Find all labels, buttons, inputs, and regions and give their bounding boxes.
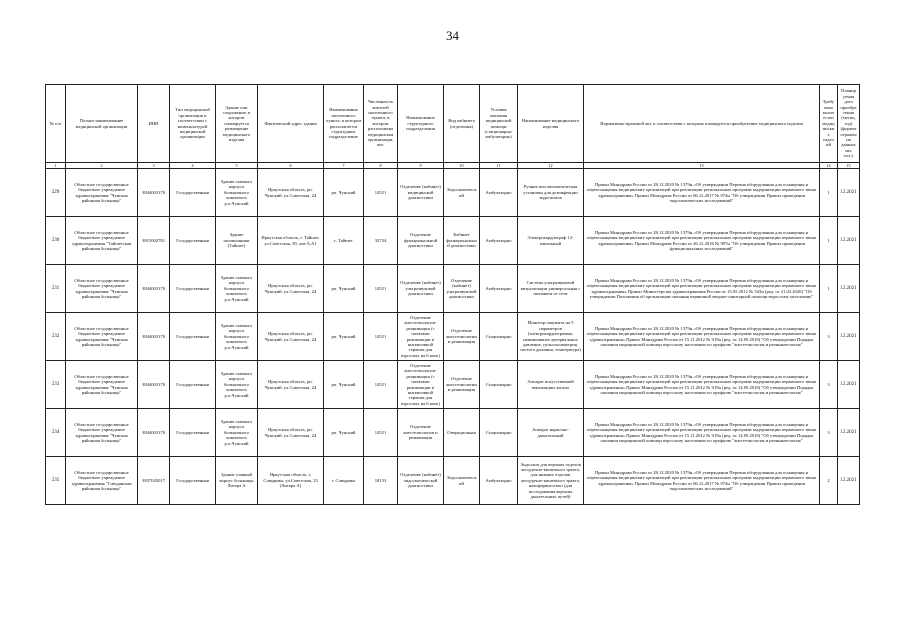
building: Здание главного корпуса больничного комплекса р.п.Чунский <box>216 169 258 217</box>
device: Эндоскоп для верхних отделов желудочно-кишечного тракта, для нижних отделов желудочно-кишечного тракта, назофарингоскоп (для исследования верхних дыхательных путей) <box>518 457 584 505</box>
quantity: 1 <box>820 265 838 313</box>
cabinet: Отделение анестезиологии и реанимации <box>444 313 480 361</box>
planned-date: 12.2021 <box>838 313 860 361</box>
unit: Отделение анестезиологии-реанимации (с палатами реанимации и интенсивной терапии для взрослых на 6 коек) <box>398 361 444 409</box>
legal-act: Приказ Минздрава России от 28.12.2020 № 1379н «Об утверждении Перечня оборудования для оснащения и переоснащения медицинских организаций при реализации региональных программ модернизации первичного звена здравоохранения» Приказ Минздрава России от 15.11.2012 № 919н (ред. от 14.09.2018) "Об утверждении Порядка оказания медицинской помощи взрослому населению по профилю "анестезиология и реаниматология" <box>584 313 820 361</box>
address: Иркутская область, г. Тайшет, ул.Советская, 39, лит.А,А1 <box>258 217 324 265</box>
cabinet: Операционная <box>444 409 480 457</box>
row-number: 234 <box>46 409 66 457</box>
header-cell: Наименование медицинского изделия <box>518 85 584 163</box>
unit: Отделение (кабинет) эндоскопической диагностики <box>398 457 444 505</box>
column-number: 11 <box>480 163 518 169</box>
row-number: 231 <box>46 265 66 313</box>
settlement: г. Тайшет <box>324 217 364 265</box>
header-cell: Тип медицинской организации в соответствии с номенклатурой медицинской организации <box>170 85 216 163</box>
column-number: 5 <box>216 163 258 169</box>
population: 18133 <box>364 457 398 505</box>
population: 32734 <box>364 217 398 265</box>
building: Здание поликлиники (Тайшет) <box>216 217 258 265</box>
settlement: рп. Чунский <box>324 313 364 361</box>
inn: 3844003170 <box>138 409 170 457</box>
conditions: Стационарно <box>480 361 518 409</box>
org-type: Государственная <box>170 265 216 313</box>
page-number: 34 <box>446 28 459 43</box>
table-row <box>46 217 860 265</box>
inn: 3844003170 <box>138 169 170 217</box>
column-number: 14 <box>820 163 838 169</box>
quantity: 3 <box>820 361 838 409</box>
table-row <box>46 169 860 217</box>
org-type: Государственная <box>170 217 216 265</box>
conditions: Амбулаторно <box>480 169 518 217</box>
column-number: 15 <box>838 163 860 169</box>
device: Ручная или автоматическая установка для дезинфекции эндоскопов <box>518 169 584 217</box>
header-cell: Фактический адрес здания <box>258 85 324 163</box>
quantity: 2 <box>820 457 838 505</box>
column-number: 8 <box>364 163 398 169</box>
unit: Отделение (кабинет) ультразвуковой диагностики <box>398 265 444 313</box>
inn: 3837045017 <box>138 457 170 505</box>
population: 14521 <box>364 361 398 409</box>
quantity: 3 <box>820 409 838 457</box>
population: 14521 <box>364 313 398 361</box>
conditions: Амбулаторно <box>480 217 518 265</box>
column-number: 1 <box>46 163 66 169</box>
header-cell: Наименование населенного пункта, в котором располагается структурное подразделение <box>324 85 364 163</box>
legal-act: Приказ Минздрава России от 28.12.2020 № 1379н «Об утверждении Перечня оборудования для оснащения и переоснащения медицинских организаций при реализации региональных программ модернизации первичного звена здравоохранения» Приказ Минздрава России от 06.12.2017 № 974н "Об утверждении Правил проведения эндоскопических исследований" <box>584 169 820 217</box>
device: Монитор пациента на 5 параметров (электрокардиограмма, неинвазивное артериальное давление, пульсоксиметрия, частота дыхания, температура) <box>518 313 584 361</box>
header-cell: ИНН <box>138 85 170 163</box>
legal-act: Приказ Минздрава России от 28.12.2020 № 1379н «Об утверждении Перечня оборудования для оснащения и переоснащения медицинских организаций при реализации региональных программ модернизации первичного звена здравоохранения» Приказ Министерства здравоохранения России от 15.05.2012 № 543н (ред. от 21.02.2020) "Об утверждении Положения об организации оказания первичной медико-санитарной помощи взрослому населению" <box>584 265 820 313</box>
column-number: 12 <box>518 163 584 169</box>
unit: Отделение анестезиологии-реанимации (с палатами реанимации и интенсивной терапии для взрослых на 6 коек) <box>398 313 444 361</box>
org-type: Государственная <box>170 361 216 409</box>
settlement: рп. Чунский <box>324 361 364 409</box>
legal-act: Приказ Минздрава России от 28.12.2020 № 1379н «Об утверждении Перечня оборудования для оснащения и переоснащения медицинских организаций при реализации региональных программ модернизации первичного звена здравоохранения» Приказ Минздрава России от 26.12.2016 № 997н "Об утверждении Правил проведения функциональных исследований" <box>584 217 820 265</box>
address: Иркутская область, рп. Чунский, ул.Советская, 24 <box>258 361 324 409</box>
org-name: Областное государственное бюджетное учреждение здравоохранения "Чунская районная больница" <box>66 361 138 409</box>
org-type: Государственная <box>170 169 216 217</box>
cabinet: Эндоскопический <box>444 169 480 217</box>
row-number: 230 <box>46 217 66 265</box>
building: Здание главного корпуса больничного комплекса р.п.Чунский <box>216 361 258 409</box>
conditions: Амбулаторно <box>480 265 518 313</box>
planned-date: 12.2021 <box>838 217 860 265</box>
conditions: Стационарно <box>480 409 518 457</box>
column-number: 4 <box>170 163 216 169</box>
column-number: 13 <box>584 163 820 169</box>
quantity: 1 <box>820 217 838 265</box>
header-cell: Полное наименование медицинской организации <box>66 85 138 163</box>
org-type: Государственная <box>170 313 216 361</box>
settlement: рп. Чунский <box>324 409 364 457</box>
header-cell: Вид кабинета (отделения) <box>444 85 480 163</box>
quantity: 1 <box>820 169 838 217</box>
header-cell: Наименование структурного подразделения <box>398 85 444 163</box>
column-number: 6 <box>258 163 324 169</box>
header-cell: Здание или сооружение, в котором планируется размещение медицинского изделия <box>216 85 258 163</box>
unit: Отделение анестезиологии и реанимации <box>398 409 444 457</box>
device: Аппарат наркозно-дыхательный <box>518 409 584 457</box>
table-row <box>46 457 860 505</box>
legal-act: Приказ Минздрава России от 28.12.2020 № 1379н «Об утверждении Перечня оборудования для оснащения и переоснащения медицинских организаций при реализации региональных программ модернизации первичного звена здравоохранения» Приказ Минздрава России от 15.11.2012 № 919н (ред. от 14.09.2018) "Об утверждении Порядка оказания медицинской помощи взрослому населению по профилю "анестезиология и реаниматология" <box>584 361 820 409</box>
inn: 3844003170 <box>138 265 170 313</box>
header-cell: Нормативно-правовой акт, в соответствии с которым планируется приобретение медицинского изделия <box>584 85 820 163</box>
planned-date: 12.2021 <box>838 409 860 457</box>
org-type: Государственная <box>170 457 216 505</box>
org-name: Областное государственное бюджетное учреждение здравоохранения "Чунская районная больница" <box>66 169 138 217</box>
row-number: 229 <box>46 169 66 217</box>
planned-date: 12.2021 <box>838 265 860 313</box>
building: Здание главного корпуса больничного комплекса р.п.Чунский <box>216 313 258 361</box>
column-number: 3 <box>138 163 170 169</box>
cabinet: Кабинет функциональной диагностики <box>444 217 480 265</box>
settlement: рп. Чунский <box>324 169 364 217</box>
table-row <box>46 265 860 313</box>
conditions: Стационарно <box>480 313 518 361</box>
header-cell: № п/п <box>46 85 66 163</box>
equipment-register-table <box>45 84 860 505</box>
conditions: Амбулаторно <box>480 457 518 505</box>
planned-date: 12.2021 <box>838 457 860 505</box>
address: Иркутская область, рп. Чунский, ул.Советская, 24 <box>258 265 324 313</box>
header-cell: Требуемое количество медицинских изделий <box>820 85 838 163</box>
header-cell: Условия оказания медицинской помощи (стационарно/амбулаторно) <box>480 85 518 163</box>
org-name: Областное государственное бюджетное учреждение здравоохранения "Чунская районная больница" <box>66 265 138 313</box>
planned-date: 12.2021 <box>838 361 860 409</box>
address: Иркутская область, г. Слюдянка, ул.Советская, 23 (Литера А) <box>258 457 324 505</box>
cabinet: Отделение (кабинет) ультразвуковой диагностики <box>444 265 480 313</box>
address: Иркутская область, рп. Чунский, ул.Советская, 24 <box>258 169 324 217</box>
table-row <box>46 313 860 361</box>
column-number: 9 <box>398 163 444 169</box>
legal-act: Приказ Минздрава России от 28.12.2020 № 1379н «Об утверждении Перечня оборудования для оснащения и переоснащения медицинских организаций при реализации региональных программ модернизации первичного звена здравоохранения» Приказ Минздрава России от 06.12.2017 № 974н "Об утверждении Правил проведения эндоскопических исследований" <box>584 457 820 505</box>
table-row <box>46 361 860 409</box>
row-number: 232 <box>46 313 66 361</box>
cabinet: Отделение анестезиологии и реанимации <box>444 361 480 409</box>
population: 14521 <box>364 265 398 313</box>
column-number: 10 <box>444 163 480 169</box>
inn: 3844003170 <box>138 313 170 361</box>
column-number: 2 <box>66 163 138 169</box>
address: Иркутская область, рп. Чунский, ул.Советская, 24 <box>258 409 324 457</box>
org-name: Областное государственное бюджетное учреждение здравоохранения "Слюдянская районная больница" <box>66 457 138 505</box>
org-type: Государственная <box>170 409 216 457</box>
legal-act: Приказ Минздрава России от 28.12.2020 № 1379н «Об утверждении Перечня оборудования для оснащения и переоснащения медицинских организаций при реализации региональных программ модернизации первичного звена здравоохранения» Приказ Минздрава России от 15.11.2012 № 919н (ред. от 14.09.2018) "Об утверждении Порядка оказания медицинской помощи взрослому населению по профилю "анестезиология и реаниматология" <box>584 409 820 457</box>
address: Иркутская область, рп. Чунский, ул.Советская, 24 <box>258 313 324 361</box>
header-row <box>46 85 860 163</box>
cabinet: Эндоскопический <box>444 457 480 505</box>
building: Здание главный корпус больницы Литера А <box>216 457 258 505</box>
org-name: Областное государственное бюджетное учреждение здравоохранения "Тайшетская районная больница" <box>66 217 138 265</box>
quantity: 3 <box>820 313 838 361</box>
unit: Отделение (кабинет) медицинской диагностики <box>398 169 444 217</box>
table-row <box>46 409 860 457</box>
org-name: Областное государственное бюджетное учреждение здравоохранения "Чунская районная больница" <box>66 409 138 457</box>
column-number: 7 <box>324 163 364 169</box>
settlement: г. Слюдянка <box>324 457 364 505</box>
row-number: 233 <box>46 361 66 409</box>
settlement: рп. Чунский <box>324 265 364 313</box>
population: 14521 <box>364 409 398 457</box>
building: Здание главного корпуса больничного комплекса р.п.Чунский <box>216 409 258 457</box>
device: Электрокардиограф 12-канальный <box>518 217 584 265</box>
org-name: Областное государственное бюджетное учреждение здравоохранения "Чунская районная больница" <box>66 313 138 361</box>
planned-date: 12.2021 <box>838 169 860 217</box>
inn: 3844003170 <box>138 361 170 409</box>
unit: Отделение функциональной диагностики <box>398 217 444 265</box>
header-cell: Планируемая дата приобретения (месяц, год) (формат отражения данных мм. гггг.) <box>838 85 860 163</box>
row-number: 235 <box>46 457 66 505</box>
building: Здание главного корпуса больничного комплекса р.п.Чунский <box>216 265 258 313</box>
header-cell: Численность жителей населенного пункта, в котором расположена медицинская организация, чел. <box>364 85 398 163</box>
device: Аппарат искусственной вентиляции легких <box>518 361 584 409</box>
inn: 3815002781 <box>138 217 170 265</box>
device: Система ультразвуковой визуализации универсальная с питанием от сети <box>518 265 584 313</box>
population: 14521 <box>364 169 398 217</box>
